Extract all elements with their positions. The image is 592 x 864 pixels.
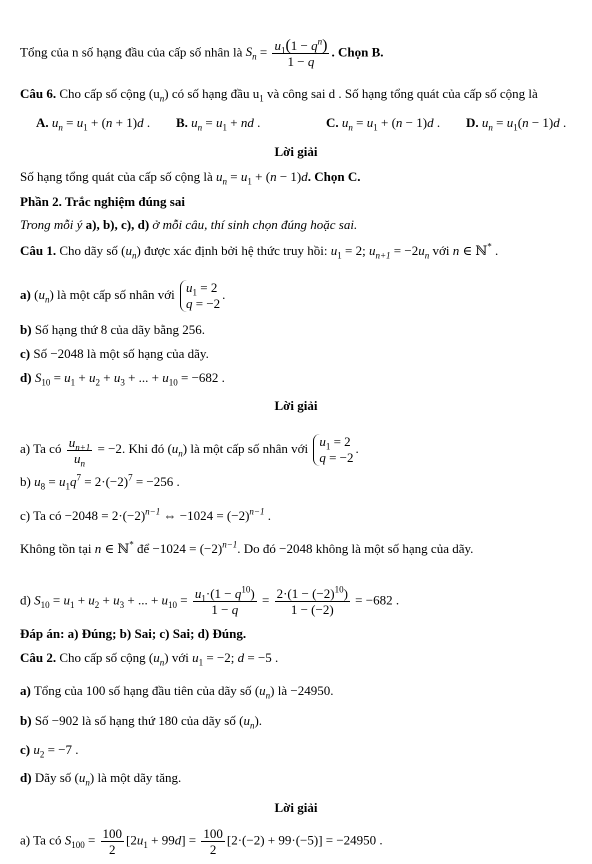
option-b: B. $u_n = u_1$ + nd .: [176, 115, 261, 133]
q2-c-label: c): [20, 742, 31, 757]
question-1-text3: với: [432, 243, 450, 258]
question-1-text2: được xác định bởi hệ thức truy hồi:: [144, 243, 328, 258]
q1-d-label: d): [20, 370, 32, 385]
intro-conclusion: . Chọn B.: [331, 44, 384, 60]
geometric-sum-formula: $\frac{u_1(1 - q^n)}{1 - q}$: [274, 36, 328, 69]
sol1-a-text2: . Khi đó: [121, 440, 165, 456]
q1-b-label: b): [20, 322, 32, 337]
instruction-b: a), b), c), d): [85, 217, 150, 232]
question-1-a: a) $(u_n)$ là một cấp số nhân với $u_1 = 2$ q = −2.: [20, 280, 226, 311]
q1-c-text: Số −2048 là một số hạng của dãy.: [33, 346, 209, 361]
solution-1-d: d) $S_{10} = u_1 + u_2 + u_3$ + ... + $u_{10}$ = $\frac{u_1\cdot(1 - q^{10})}{1 - q}$ = $\frac{2\cdot(1 - (-2)^{10})}{1 - (-2)}$ = −682 .: [20, 584, 400, 617]
q2-d-text2: là một dãy tăng.: [97, 770, 182, 785]
question-6-label: Câu 6.: [20, 86, 57, 101]
question-2: Câu 2. Cho cấp số cộng $(u_n)$ với $u_1 = -2$; d = −5 .: [20, 650, 279, 668]
instruction-a: Trong mỗi ý: [20, 217, 86, 232]
q2-d-text: Dãy số: [34, 770, 72, 785]
q1-b-text: Số hạng thứ 8 của dãy bằng 256.: [34, 322, 206, 337]
solution-heading-2: Lời giải: [274, 398, 318, 413]
q2-b-text: Số −902 là số hạng thứ 180 của dãy số: [34, 713, 236, 728]
question-1-d: d) $S_{10} = u_1 + u_2 + u_3$ + ... + $u_{10} = -682$ .: [20, 370, 225, 388]
question-2-a: a) Tổng của 100 số hạng đầu tiên của dãy số $(u_n)$ là −24950.: [20, 683, 334, 701]
part-2-title: Phần 2. Trắc nghiệm đúng sai: [20, 194, 185, 209]
part-2-instruction: [20, 217, 357, 233]
sol1-c2-text3: . Do đó −2048 không là một số hạng của dãy.: [237, 541, 474, 556]
solution-1-c2: Không tồn tại n ∈ ℕ* để $-1024 = (-2)^{n-1}$. Do đó −2048 không là một số hạng của dãy.: [20, 539, 474, 556]
answer-1: Đáp án: a) Đúng; b) Sai; c) Sai; d) Đúng.: [20, 626, 247, 641]
q1-a-text: là một cấp số nhân với: [57, 286, 175, 302]
sol1-c2-text: Không tồn tại: [20, 541, 92, 556]
question-6-text2: ) có số hạng đầu u: [164, 86, 260, 101]
question-6-text3: và công sai d . Số hạng tổng quát của cấp số cộng là: [263, 86, 538, 101]
sol1-d-text: d): [20, 592, 31, 608]
q2-d-label: d): [20, 770, 32, 785]
intro-text: Tổng của n số hạng đầu của cấp số nhân là: [20, 44, 243, 60]
question-2-text: Cho cấp số cộng: [59, 650, 146, 665]
q2-b-label: b): [20, 713, 32, 728]
question-6: Câu 6. Cho cấp số cộng $(u_n)$ có số hạng đầu $u_1$ và công sai d . Số hạng tổng quát của cấp số cộng là: [20, 86, 538, 104]
question-1-label: Câu 1.: [20, 243, 57, 258]
solution-1-c: c) Ta có $-2048 = 2\cdot(-2)^{n-1}$ ⇔ $-1024 = (-2)^{n-1}$ .: [20, 506, 271, 523]
option-c-label: C.: [326, 115, 339, 130]
sol1-a-text3: là một cấp số nhân với: [190, 440, 309, 456]
question-6-text: Cho cấp số cộng (u: [59, 86, 160, 101]
solution-2-a: a) Ta có $S_{100}$ = $\frac{100}{2}$ $[2u_1 + 99d]$ = $\frac{100}{2}$ [2·(−2) + 99·(−5)] = −24950 .: [20, 826, 383, 857]
solution-heading-1: Lời giải: [274, 144, 318, 159]
question-2-c: c) $u_2 = -7$ .: [20, 742, 79, 760]
q2-a-label: a): [20, 683, 31, 698]
solution-1-b: b) $u_8 = u_1q^7 = 2\cdot(-2)^7 = -256$ .: [20, 472, 180, 492]
option-b-label: B.: [176, 115, 188, 130]
q1-a-label: a): [20, 286, 31, 302]
option-c: C. $u_n = u_1 + (n - 1)d$ .: [326, 115, 441, 133]
question-1: Câu 1. Cho dãy số $(u_n)$ được xác định bởi hệ thức truy hồi: $u_1 = 2$; $u_{n+1} = -2u_n$ với n ∈ ℕ* .: [20, 241, 499, 261]
sol1-a-text: a) Ta có: [20, 440, 62, 456]
option-a-label: A.: [36, 115, 49, 130]
question-2-b: b) Số −902 là số hạng thứ 180 của dãy số $(u_n)$.: [20, 713, 263, 731]
option-d-label: D.: [466, 115, 479, 130]
solution-heading-3: Lời giải: [274, 800, 318, 815]
question-2-text2: với: [171, 650, 189, 665]
sol1-c-text: c) Ta có: [20, 508, 62, 523]
question-1-c: [20, 346, 209, 362]
intro-line: Tổng của n số hạng đầu của cấp số nhân là $S_n$ = $\frac{u_1(1 - q^n)}{1 - q}$ . Chọn B.: [20, 36, 384, 69]
option-d: D. $u_n = u_1(n - 1)d$ .: [466, 115, 567, 133]
solution-6: Số hạng tổng quát của cấp số cộng là $u_n = u_1 + (n - 1)d$. Chọn C.: [20, 169, 361, 187]
q2-a-text: Tổng của 100 số hạng đầu tiên của dãy số: [33, 683, 252, 698]
sol1-b-text: b): [20, 474, 31, 489]
question-1-b: [20, 322, 205, 338]
question-1-text: Cho dãy số: [59, 243, 118, 258]
sol2-a-text: a) Ta có: [20, 832, 62, 848]
sol1-c2-text2: để: [137, 541, 150, 556]
solution-6-conclusion: . Chọn C.: [307, 169, 361, 184]
instruction-c: ở mỗi câu, thí sinh chọn đúng hoặc sai.: [149, 217, 358, 232]
question-2-label: Câu 2.: [20, 650, 57, 665]
question-2-d: d) Dãy số $(u_n)$ là một dãy tăng.: [20, 770, 182, 788]
solution-6-text: Số hạng tổng quát của cấp số cộng là: [20, 169, 213, 184]
option-a: A. $u_n = u_1 + (n + 1)d$ .: [36, 115, 151, 133]
solution-1-a: a) Ta có $\frac{u_{n+1}}{u_n}$ = −2. Khi đó $(u_n)$ là một cấp số nhân với $u_1 = 2$ q = −2.: [20, 434, 359, 469]
q1-c-label: c): [20, 346, 31, 361]
q2-a-text2: là −24950.: [277, 683, 334, 698]
